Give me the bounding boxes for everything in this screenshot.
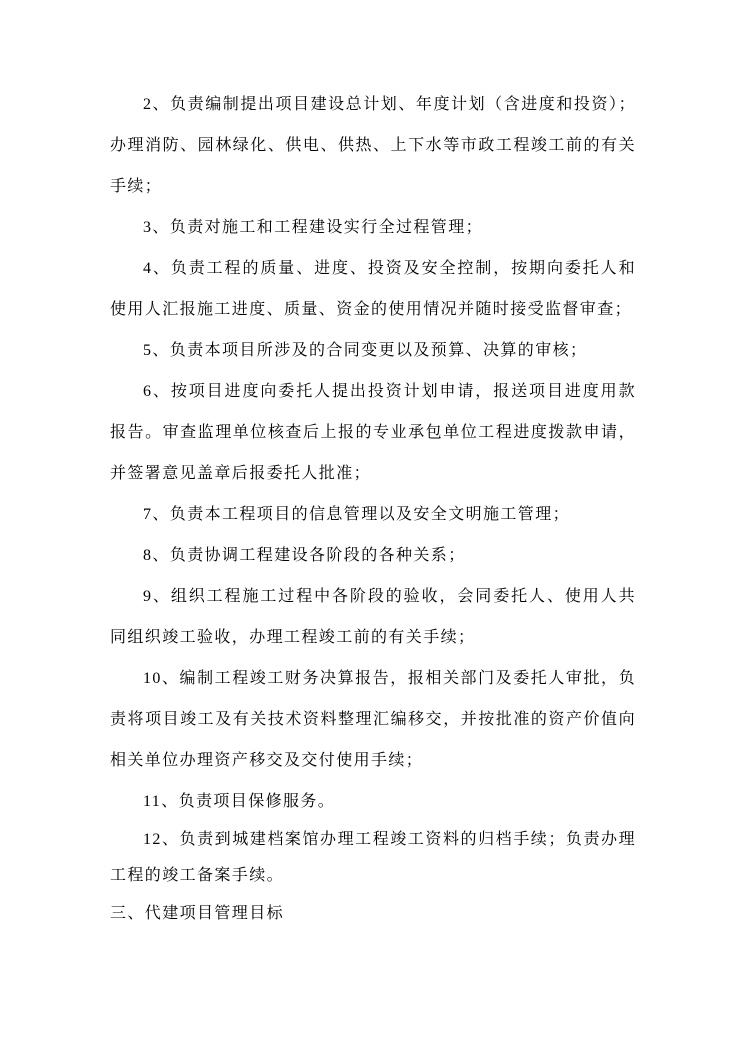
paragraph-item-4: 4、负责工程的质量、进度、投资及安全控制，按期向委托人和使用人汇报施工进度、质量、资金的使用情况并随时接受监督审查； — [110, 260, 636, 318]
paragraph-item-8: 8、负责协调工程建设各阶段的各种关系； — [143, 547, 466, 564]
paragraph-item-10: 10、编制工程竣工财务决算报告，报相关部门及委托人审批，负责将项目竣工及有关技术资料整理汇编移交，并按批准的资产价值向相关单位办理资产移交及交付使用手续； — [110, 670, 636, 769]
paragraph-item-11: 11、负责项目保修服务。 — [143, 793, 336, 810]
paragraph-item-7: 7、负责本工程项目的信息管理以及安全文明施工管理； — [143, 506, 571, 523]
paragraph-item-6: 6、按项目进度向委托人提出投资计划申请，报送项目进度用款报告。审查监理单位核查后上报的专业承包单位工程进度拨款申请，并签署意见盖章后报委托人批准； — [110, 383, 636, 482]
paragraph-item-2: 2、负责编制提出项目建设总计划、年度计划（含进度和投资）；办理消防、园林绿化、供电、供热、上下水等市政工程竣工前的有关手续； — [110, 96, 636, 195]
paragraph-item-9: 9、组织工程施工过程中各阶段的验收，会同委托人、使用人共同组织竣工验收，办理工程竣工前的有关手续； — [110, 588, 636, 646]
paragraph-item-12: 12、负责到城建档案馆办理工程竣工资料的归档手续；负责办理工程的竣工备案手续。 — [110, 831, 636, 884]
section-heading: 三、代建项目管理目标 — [110, 905, 285, 922]
paragraph-item-5: 5、负责本项目所涉及的合同变更以及预算、决算的审核； — [143, 342, 588, 359]
paragraph-item-3: 3、负责对施工和工程建设实行全过程管理； — [143, 219, 484, 236]
